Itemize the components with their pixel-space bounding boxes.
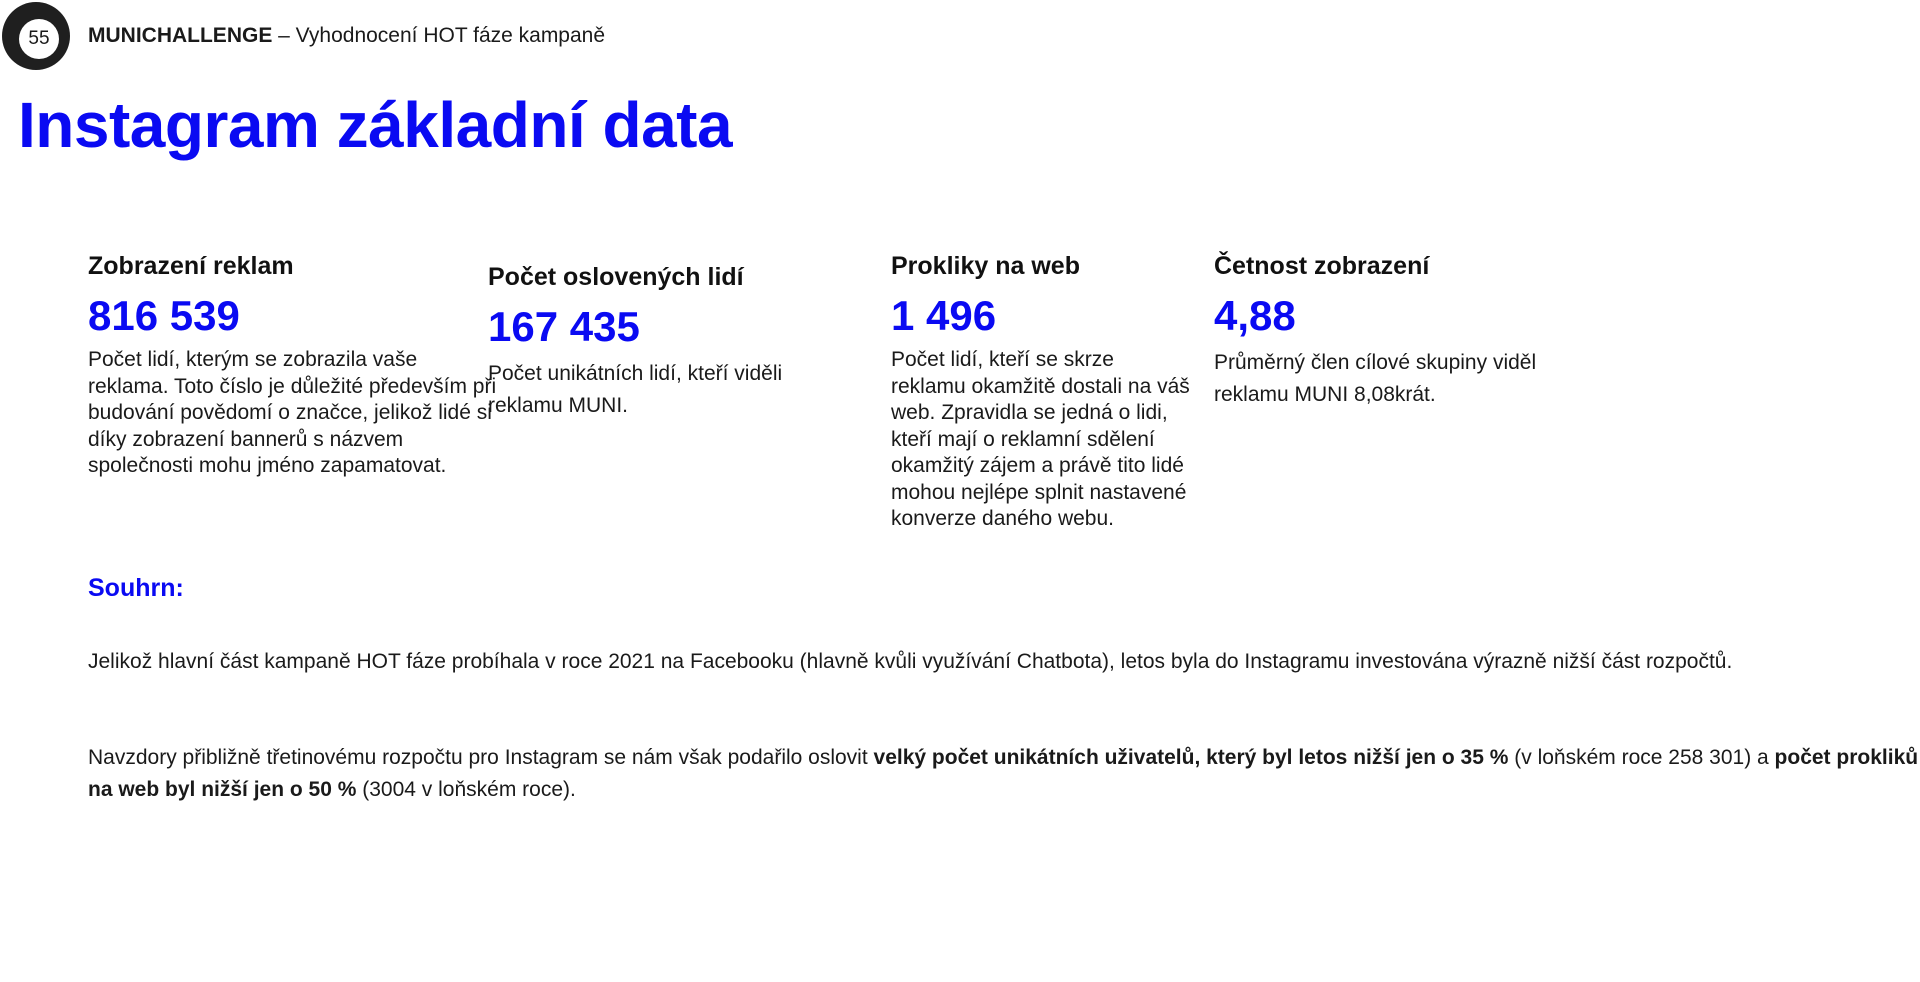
stat-label: Zobrazení reklam: [88, 252, 294, 280]
stat-value: 167 435: [488, 303, 640, 350]
highlight-clicks: počet prokliků na web byl nižší jen o 50 %: [88, 746, 1919, 801]
stat-description: Počet lidí, kteří se skrze reklamu okamžitě dostali na váš web. Zpravidla se jedná o lidi, kteří mají o reklamní sdělení okamžitý zájem a právě tito lidé mohou nejlépe splnit nastavené konverze daného webu.: [891, 348, 1190, 530]
stat-label: Četnost zobrazení: [1214, 252, 1430, 280]
page-title: Instagram základní data: [18, 89, 733, 161]
stat-frequency: [1214, 251, 1554, 411]
summary-paragraph-2: [88, 742, 1920, 806]
paragraph-text: (3004 v loňském roce).: [356, 778, 576, 801]
page-number-badge: [2, 2, 70, 70]
stat-label: Prokliky na web: [891, 252, 1080, 280]
slide-header: [88, 24, 605, 48]
page-number: 55: [19, 19, 59, 59]
stat-value: 816 539: [88, 292, 240, 339]
paragraph-text: Navzdory přibližně třetinovému rozpočtu pro Instagram se nám však podařilo oslovit: [88, 746, 874, 769]
summary-heading: Souhrn:: [88, 574, 184, 602]
stat-reach: [488, 262, 848, 422]
stat-description: Počet unikátních lidí, kteří viděli reklamu MUNI.: [488, 362, 783, 417]
stat-clicks: [891, 251, 1201, 533]
stat-description: Průměrný člen cílové skupiny viděl reklamu MUNI 8,08krát.: [1214, 351, 1537, 406]
brand-name: MUNICHALLENGE: [88, 24, 273, 47]
stat-description: Počet lidí, kterým se zobrazila vaše reklama. Toto číslo je důležité především při budování povědomí o značce, jelikož lidé si díky zobrazení bannerů s názvem společnosti mohu jméno zapamatovat.: [88, 348, 497, 477]
stat-impressions: [88, 251, 528, 480]
stat-value: 1 496: [891, 292, 997, 339]
stat-label: Počet oslovených lidí: [488, 263, 744, 291]
highlight-reach: velký počet unikátních uživatelů, který byl letos nižší jen o 35 %: [873, 746, 1509, 769]
header-subtitle: – Vyhodnocení HOT fáze kampaně: [272, 24, 606, 47]
paragraph-text: (v loňském roce 258 301) a: [1508, 746, 1775, 769]
summary-paragraph-1: Jelikož hlavní část kampaně HOT fáze probíhala v roce 2021 na Facebooku (hlavně kvůli využívání Chatbota), letos byla do Instagramu investována výrazně nižší část rozpočtů.: [88, 650, 1733, 673]
stat-value: 4,88: [1214, 292, 1296, 339]
